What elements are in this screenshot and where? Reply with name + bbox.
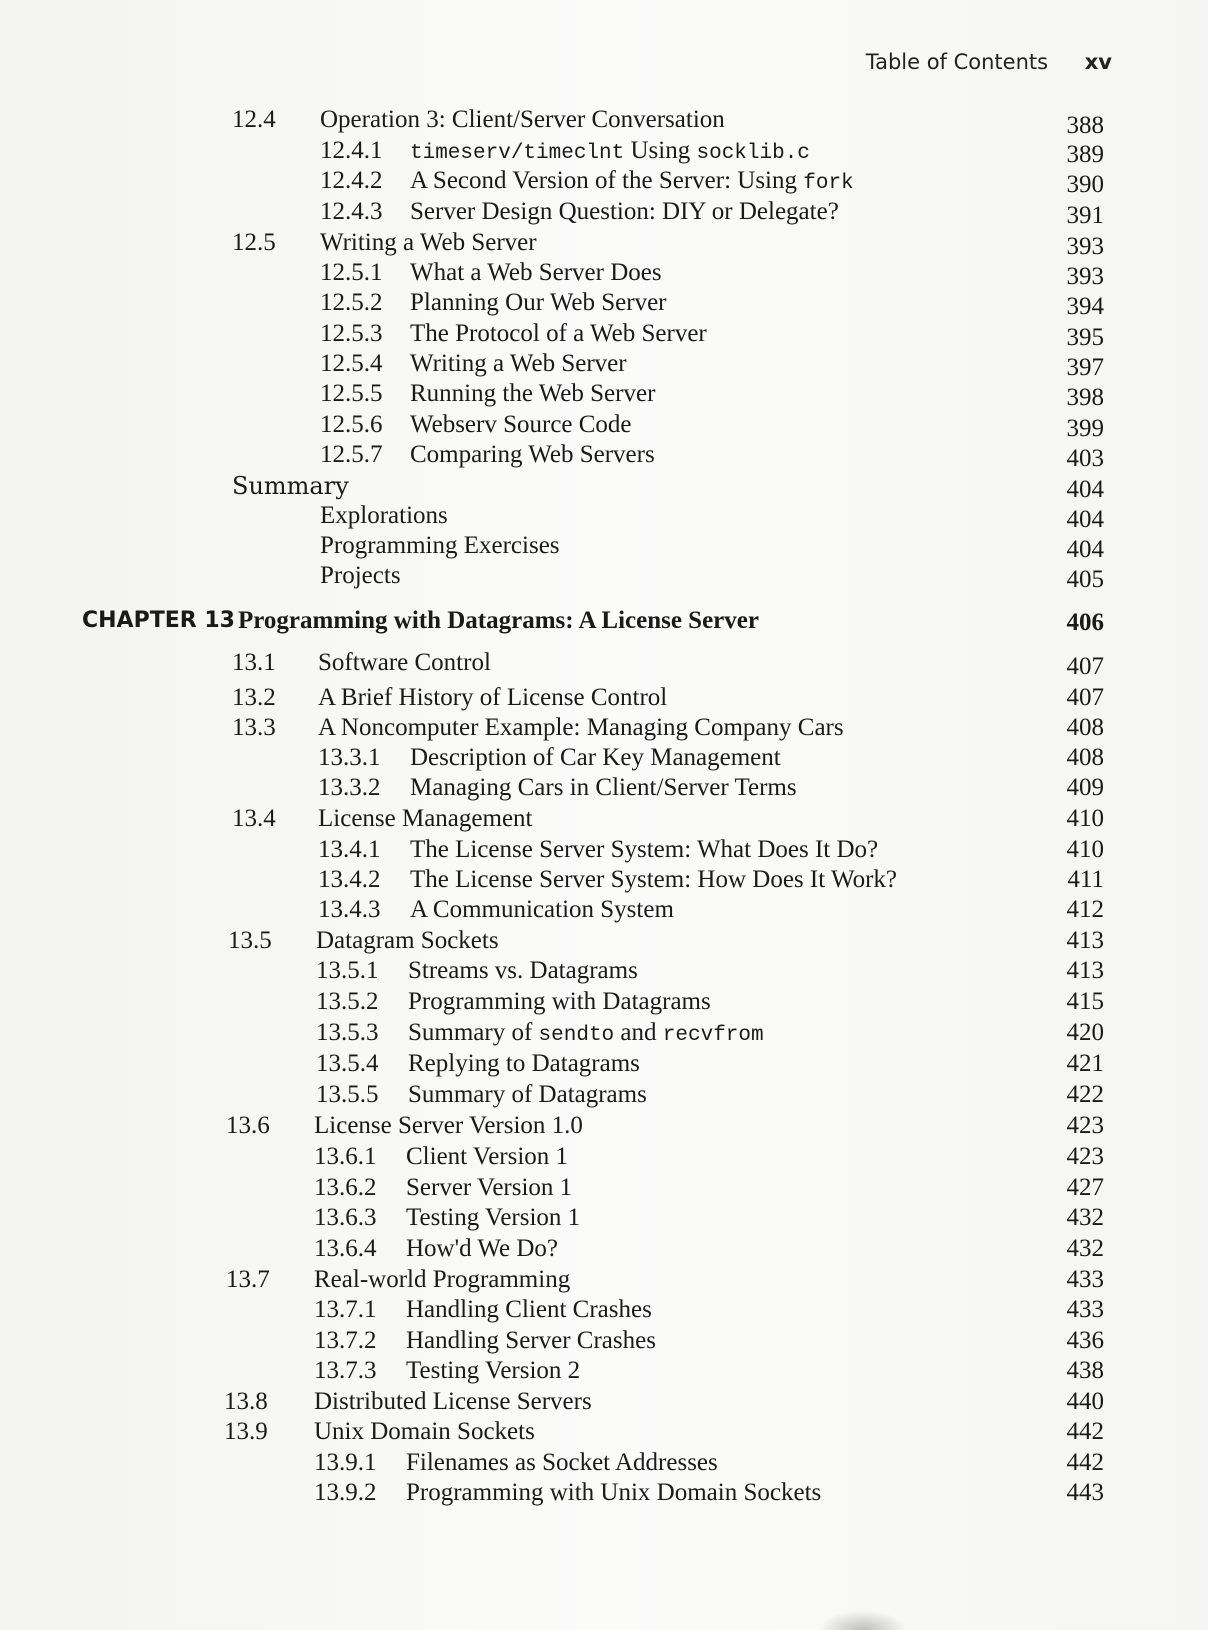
- page-number: 408: [1066, 744, 1104, 771]
- section-number: 13.8: [224, 1388, 268, 1415]
- code-text: sendto: [538, 1024, 615, 1047]
- section-number: 13.6.1: [314, 1143, 377, 1170]
- toc-entry-13-3-2: [0, 772, 1208, 804]
- toc-entry-13-4-2: [0, 864, 1208, 896]
- section-title: Server Design Question: DIY or Delegate?: [410, 198, 839, 225]
- section-number: 13.6.4: [314, 1235, 377, 1262]
- page-number: 413: [1066, 957, 1104, 984]
- section-number: 13.5.3: [316, 1019, 379, 1046]
- toc-entry-12-4-3: [0, 196, 1208, 228]
- page-number: 440: [1066, 1388, 1104, 1415]
- title-text: A Second Version of the Server: Using: [410, 167, 804, 194]
- page-number: 397: [1066, 354, 1104, 381]
- section-title: A Noncomputer Example: Managing Company Cars: [318, 714, 844, 741]
- section-title: Writing a Web Server: [320, 229, 537, 256]
- section-title: Comparing Web Servers: [410, 441, 655, 468]
- page-number: 442: [1066, 1449, 1104, 1476]
- header-page-number: xv: [1084, 50, 1112, 74]
- section-title: Programming Exercises: [320, 532, 560, 559]
- page-number: 427: [1066, 1174, 1104, 1201]
- toc-entry-13-7: [0, 1264, 1208, 1296]
- section-number: 13.7.3: [314, 1357, 377, 1384]
- section-title: [408, 1017, 764, 1052]
- section-title: The License Server System: How Does It Work?: [410, 866, 897, 893]
- section-title: Programming with Unix Domain Sockets: [406, 1479, 822, 1506]
- page-number: 403: [1066, 445, 1104, 472]
- section-title: Streams vs. Datagrams: [408, 957, 638, 984]
- page-number: 395: [1066, 324, 1104, 351]
- page-number: 432: [1066, 1204, 1104, 1231]
- section-title: Summary: [232, 472, 349, 500]
- toc-entry-12-4-2: [0, 165, 1208, 197]
- section-number: 13.9: [224, 1418, 268, 1445]
- section-number: 13.2: [232, 684, 276, 711]
- section-number: 13.4.3: [318, 896, 381, 923]
- page-number: 420: [1066, 1019, 1104, 1046]
- section-number: 13.5: [228, 927, 272, 954]
- section-number: 13.6.2: [314, 1174, 377, 1201]
- page-number: 394: [1066, 293, 1104, 320]
- section-title: Client Version 1: [406, 1143, 569, 1170]
- section-number: 13.4: [232, 805, 276, 832]
- section-number: 12.5.3: [320, 320, 383, 347]
- running-header: [866, 50, 1112, 74]
- section-number: 12.4: [232, 106, 276, 133]
- section-title: A Communication System: [410, 896, 674, 923]
- page-number: 410: [1066, 836, 1104, 863]
- section-number: 12.5.5: [320, 380, 383, 407]
- toc-entry-13-5-4: [0, 1048, 1208, 1080]
- section-title: Unix Domain Sockets: [314, 1418, 535, 1445]
- section-number: 13.4.2: [318, 866, 381, 893]
- page-number: 442: [1066, 1418, 1104, 1445]
- section-number: 13.7: [226, 1266, 270, 1293]
- section-title: Writing a Web Server: [410, 350, 627, 377]
- page-number: 407: [1066, 684, 1104, 711]
- page-number: 398: [1066, 384, 1104, 411]
- page-number: 412: [1066, 896, 1104, 923]
- code-text: fork: [803, 172, 854, 195]
- toc-entry-13-4: [0, 803, 1208, 835]
- toc-entry-12-5-5: [0, 378, 1208, 410]
- toc-entry-13-6-2: [0, 1172, 1208, 1204]
- title-text: and: [614, 1019, 663, 1046]
- page-number: 411: [1067, 866, 1104, 893]
- toc-entry-12-5-7: [0, 439, 1208, 471]
- section-title: Managing Cars in Client/Server Terms: [410, 774, 797, 801]
- section-number: 12.4.3: [320, 198, 383, 225]
- page-number: 408: [1066, 714, 1104, 741]
- page-number: 391: [1066, 202, 1104, 229]
- section-title: License Server Version 1.0: [314, 1112, 583, 1139]
- page-number: 413: [1066, 927, 1104, 954]
- toc-entry-13-5-3: [0, 1017, 1208, 1049]
- toc-entry-12-5-6: [0, 409, 1208, 441]
- page-number: 406: [1066, 609, 1104, 636]
- page-number: 405: [1066, 566, 1104, 593]
- section-title: How'd We Do?: [406, 1235, 559, 1262]
- toc-chapter-13: [0, 605, 1208, 637]
- page-number: 433: [1066, 1296, 1104, 1323]
- section-title: Testing Version 2: [406, 1357, 581, 1384]
- page-number: 393: [1066, 233, 1104, 260]
- section-number: 13.5.2: [316, 988, 379, 1015]
- page-number: 388: [1066, 112, 1104, 139]
- page-number: 409: [1066, 774, 1104, 801]
- toc-entry-13-3-1: [0, 742, 1208, 774]
- toc-entry-13-7-1: [0, 1294, 1208, 1326]
- section-title: Datagram Sockets: [316, 927, 499, 954]
- toc-entry-13-3: [0, 712, 1208, 744]
- section-title: Running the Web Server: [410, 380, 656, 407]
- section-number: 13.5.5: [316, 1081, 379, 1108]
- section-title: The Protocol of a Web Server: [410, 320, 707, 347]
- toc-entry-12-5-2: [0, 287, 1208, 319]
- section-number: 13.6.3: [314, 1204, 377, 1231]
- page-number: 404: [1066, 506, 1104, 533]
- section-number: 12.5.7: [320, 441, 383, 468]
- section-title: Testing Version 1: [406, 1204, 581, 1231]
- section-number: 13.7.2: [314, 1327, 377, 1354]
- page-number: 433: [1066, 1266, 1104, 1293]
- section-title: What a Web Server Does: [410, 259, 662, 286]
- page-number: 422: [1066, 1081, 1104, 1108]
- section-number: 12.5.2: [320, 289, 383, 316]
- page-number: 443: [1066, 1479, 1104, 1506]
- toc-entry-13-5-1: [0, 955, 1208, 987]
- toc-entry-programming-exercises: [0, 530, 1208, 562]
- section-number: 12.4.2: [320, 167, 383, 194]
- section-title: Webserv Source Code: [410, 411, 632, 438]
- toc-entry-13-6: [0, 1110, 1208, 1142]
- section-number: 13.4.1: [318, 836, 381, 863]
- toc-entry-12-5: [0, 227, 1208, 259]
- section-number: 13.7.1: [314, 1296, 377, 1323]
- toc-entry-13-8: [0, 1386, 1208, 1418]
- section-title: Projects: [320, 562, 401, 589]
- section-title: Server Version 1: [406, 1174, 573, 1201]
- toc-entry-13-4-3: [0, 894, 1208, 926]
- section-number: 12.5.1: [320, 259, 383, 286]
- toc-entry-13-9-1: [0, 1447, 1208, 1479]
- chapter-label: CHAPTER 13: [82, 608, 235, 633]
- toc-entry-12-4-1: [0, 135, 1208, 167]
- chapter-title: Programming with Datagrams: A License Server: [238, 607, 759, 634]
- toc-entry-12-4: [0, 104, 1208, 139]
- toc-entry-13-6-3: [0, 1202, 1208, 1234]
- section-number: 13.3: [232, 714, 276, 741]
- page-number: 423: [1066, 1143, 1104, 1170]
- page-number: 410: [1066, 805, 1104, 832]
- toc-entry-13-7-2: [0, 1325, 1208, 1357]
- section-title: Handling Server Crashes: [406, 1327, 656, 1354]
- page-number: 390: [1066, 171, 1104, 198]
- page-number: 404: [1066, 536, 1104, 563]
- section-number: 12.5.6: [320, 411, 383, 438]
- page-number: 415: [1066, 988, 1104, 1015]
- toc-entry-13-7-3: [0, 1355, 1208, 1387]
- section-number: 13.9.1: [314, 1449, 377, 1476]
- toc-entry-13-5-5: [0, 1079, 1208, 1111]
- section-title: The License Server System: What Does It Do?: [410, 836, 879, 863]
- page-number: 399: [1066, 415, 1104, 442]
- section-number: 13.1: [232, 649, 276, 676]
- section-title: Description of Car Key Management: [410, 744, 781, 771]
- page-shadow: [818, 1610, 908, 1630]
- toc-entry-12-5-4: [0, 348, 1208, 380]
- toc-entry-13-6-1: [0, 1141, 1208, 1173]
- title-text: Using: [624, 137, 697, 164]
- section-number: 13.6: [226, 1112, 270, 1139]
- toc-entry-13-4-1: [0, 834, 1208, 866]
- section-title: Planning Our Web Server: [410, 289, 667, 316]
- code-text: timeserv/timeclnt: [410, 142, 625, 165]
- section-title: Replying to Datagrams: [408, 1050, 640, 1077]
- section-number: 13.3.2: [318, 774, 381, 801]
- section-title: Programming with Datagrams: [408, 988, 711, 1015]
- section-title: Operation 3: Client/Server Conversation: [320, 106, 725, 133]
- page-number: 421: [1066, 1050, 1104, 1077]
- page-number: 432: [1066, 1235, 1104, 1262]
- section-number: 12.5.4: [320, 350, 383, 377]
- section-title: Software Control: [318, 649, 491, 676]
- toc-entry-13-9: [0, 1416, 1208, 1448]
- toc-entry-13-9-2: [0, 1477, 1208, 1509]
- page-number: 389: [1066, 141, 1104, 168]
- section-number: 13.5.1: [316, 957, 379, 984]
- section-number: 12.4.1: [320, 137, 383, 164]
- section-title: Filenames as Socket Addresses: [406, 1449, 718, 1476]
- page-number: 423: [1066, 1112, 1104, 1139]
- code-text: socklib.c: [696, 142, 810, 165]
- toc-entry-summary: [0, 470, 1208, 502]
- code-text: recvfrom: [662, 1024, 764, 1047]
- section-title: License Management: [318, 805, 533, 832]
- section-title: Real-world Programming: [314, 1266, 571, 1293]
- section-title: Explorations: [320, 502, 448, 529]
- page-number: 393: [1066, 263, 1104, 290]
- section-title: A Brief History of License Control: [318, 684, 668, 711]
- section-number: 13.5.4: [316, 1050, 379, 1077]
- toc-entry-projects: [0, 560, 1208, 592]
- page-number: 436: [1066, 1327, 1104, 1354]
- header-title: Table of Contents: [865, 50, 1049, 74]
- toc-entry-12-5-3: [0, 318, 1208, 350]
- section-title: Summary of Datagrams: [408, 1081, 647, 1108]
- toc-entry-explorations: [0, 500, 1208, 532]
- toc-entry-12-5-1: [0, 257, 1208, 289]
- toc-entry-13-2: [0, 682, 1208, 714]
- page-number: 407: [1066, 653, 1104, 680]
- page-number: 404: [1066, 476, 1104, 503]
- section-title: Distributed License Servers: [314, 1388, 592, 1415]
- section-title: Handling Client Crashes: [406, 1296, 652, 1323]
- section-number: 13.9.2: [314, 1479, 377, 1506]
- toc-entry-13-5: [0, 925, 1208, 957]
- section-title: [410, 165, 854, 200]
- toc-entry-13-6-4: [0, 1233, 1208, 1265]
- page-number: 438: [1066, 1357, 1104, 1384]
- section-number: 12.5: [232, 229, 276, 256]
- title-text: Summary of: [408, 1019, 539, 1046]
- section-number: 13.3.1: [318, 744, 381, 771]
- toc-entry-13-1: [0, 647, 1208, 679]
- toc-entry-13-5-2: [0, 986, 1208, 1018]
